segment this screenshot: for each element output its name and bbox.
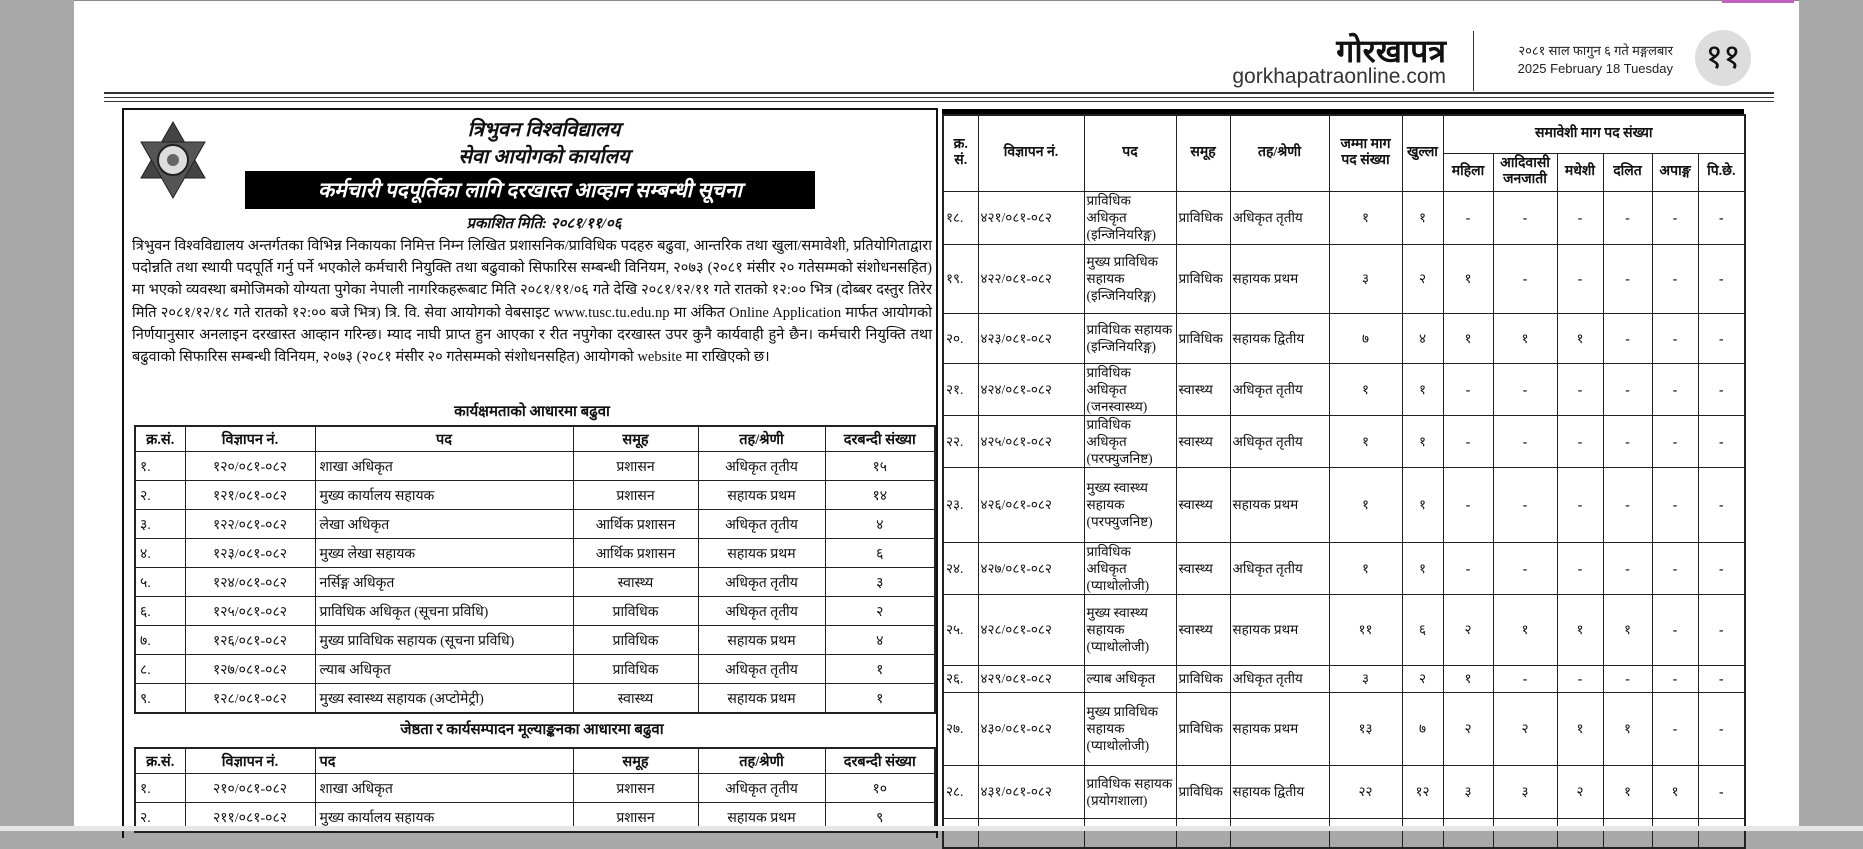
table-row (943, 542, 1745, 594)
viewer-bottom-edge (0, 826, 1863, 831)
table-row (943, 415, 1745, 467)
notice-body: त्रिभुवन विश्वविद्यालय अन्तर्गतका विभिन्न निकायका निमित्त निम्न लिखित प्रशासनिक/प्राविधिक पदहरु बढुवा, आन्तरिक तथा खुला/समावेशी, प्रतियोगिताद्वारा पदोन्नति तथा स्थायी पदपूर्ति गर्नु पर्ने भएकोले कर्मचारी नियुक्ति तथा बढुवाको सिफारिस सम्बन्धी विनियम, २०७३ (२०८१ मंसीर २० गतेसम्मको संशोधनसहित) मा भएको व्यवस्था बमोजिमको योग्यता पुगेका नेपाली नागरिकहरूबाट मिति २०८१/११/०६ गते देखि २०८१/१२/११ गते रातको १२:०० भित्र (दोब्बर दस्तुर तिरेर मिति २०८१/१२/१८ गते रातको १२:०० बजे भित्र) त्रि. वि. सेवा आयोगको वेबसाइट www.tusc.tu.edu.np मा अंकित Online Application मार्फत आयोगको निर्णयानुसार अनलाइन दरखास्त आव्हान गरिन्छ। म्याद नाघी प्राप्त हुन आएका र रीत नपुगेका दरखास्त उपर कुनै कार्यवाही हुने छैन। कर्मचारी नियुक्ति तथा बढुवाको सिफारिस सम्बन्धी विनियम, २०७३ (२०८१ मंसीर २० गतेसम्मको संशोधनसहित) आयोगको website मा राखिएको छ। (132, 238, 932, 366)
table-row (135, 684, 935, 714)
cell-adv-no: १२०/०८१-०८२ (185, 452, 315, 481)
cell-janajati: - (1493, 467, 1557, 542)
cell-janajati: २ (1493, 692, 1557, 765)
cell-dalit: - (1603, 363, 1652, 415)
cell-group: प्राविधिक (573, 626, 698, 655)
table-row (135, 481, 935, 510)
cell-level: अधिकृत तृतीय (1230, 415, 1329, 467)
newspaper-brand: गोरखापत्र (1336, 33, 1446, 69)
cell-count: ९ (825, 803, 935, 833)
header-sn: क्र.सं. (135, 748, 185, 774)
cell-level: अधिकृत तृतीय (698, 655, 825, 684)
cell-level: सहायक द्वितीय (1230, 313, 1329, 363)
cell-sn: १. (135, 774, 185, 803)
cell-apanga: - (1652, 692, 1698, 765)
cell-count: १ (825, 684, 935, 714)
cell-group (1176, 818, 1230, 848)
cell-adv-no (978, 818, 1084, 848)
cell-sn: १८. (943, 191, 978, 244)
cell-level: अधिकृत तृतीय (1230, 542, 1329, 594)
table-row (943, 313, 1745, 363)
cell-women (1443, 818, 1493, 848)
cell-level: सहायक प्रथम (698, 539, 825, 568)
cell-janajati: - (1493, 191, 1557, 244)
cell-level: अधिकृत तृतीय (698, 774, 825, 803)
cell-adv-no: १२७/०८१-०८२ (185, 655, 315, 684)
cell-madhesi: - (1557, 191, 1603, 244)
cell-group: आर्थिक प्रशासन (573, 539, 698, 568)
selection-marker (1722, 0, 1794, 3)
cell-apanga: - (1652, 594, 1698, 665)
header-divider (1473, 31, 1474, 91)
cell-count: २ (825, 597, 935, 626)
header-rule (104, 101, 1774, 102)
university-logo-icon (137, 120, 209, 200)
cell-janajati: - (1493, 244, 1557, 313)
cell-women: - (1443, 191, 1493, 244)
cell-apanga: - (1652, 363, 1698, 415)
cell-group: स्वास्थ्य (573, 568, 698, 597)
cell-level: अधिकृत तृतीय (698, 510, 825, 539)
header-apanga: अपाङ्ग (1652, 153, 1698, 191)
cell-pichhe: - (1698, 542, 1745, 594)
cell-count: १० (825, 774, 935, 803)
cell-post: प्राविधिक सहायक (प्रयोगशाला) (1084, 765, 1176, 818)
cell-level: सहायक प्रथम (698, 684, 825, 714)
header-janajati: आदिवासी जनजाती (1493, 153, 1557, 191)
cell-total: १ (1329, 363, 1402, 415)
cell-sn: २२. (943, 415, 978, 467)
cell-post: ल्याब अधिकृत (315, 655, 573, 684)
cell-sn: ६. (135, 597, 185, 626)
table1-title: कार्यक्षमताको आधारमा बढुवा (454, 404, 610, 420)
header-total: जम्मा माग पद संख्या (1329, 115, 1402, 191)
header-women: महिला (1443, 153, 1493, 191)
cell-post: प्राविधिक अधिकृत (परफ्युजनिष्ट) (1084, 415, 1176, 467)
header-level: तह/श्रेणी (698, 748, 825, 774)
header-inclusive: समावेशी माग पद संख्या (1443, 115, 1745, 153)
cell-sn: २१. (943, 363, 978, 415)
cell-pichhe: - (1698, 244, 1745, 313)
cell-level: सहायक प्रथम (698, 803, 825, 833)
newspaper-url: gorkhapatraonline.com (1232, 65, 1446, 88)
cell-group: प्राविधिक (1176, 313, 1230, 363)
cell-adv-no: १२३/०८१-०८२ (185, 539, 315, 568)
cell-count: ४ (825, 626, 935, 655)
cell-total: ७ (1329, 313, 1402, 363)
cell-pichhe: - (1698, 415, 1745, 467)
header-post: पद (1084, 115, 1176, 191)
table-header-row (135, 748, 935, 774)
table-row (135, 568, 935, 597)
cell-sn: २७. (943, 692, 978, 765)
cell-group: प्राविधिक (573, 597, 698, 626)
cell-pichhe: - (1698, 191, 1745, 244)
cell-dalit (1603, 818, 1652, 848)
header-adv-no: विज्ञापन नं. (185, 748, 315, 774)
cell-madhesi: - (1557, 665, 1603, 692)
cell-dalit: - (1603, 665, 1652, 692)
header-dalit: दलित (1603, 153, 1652, 191)
cell-women: - (1443, 542, 1493, 594)
cell-janajati: - (1493, 665, 1557, 692)
university-name: त्रिभुवन विश्वविद्यालय (467, 119, 621, 141)
cell-women: १ (1443, 665, 1493, 692)
cell-sn (943, 818, 978, 848)
cell-sn: ८. (135, 655, 185, 684)
cell-post: नर्सिङ्ग अधिकृत (315, 568, 573, 597)
cell-women: - (1443, 415, 1493, 467)
cell-apanga: - (1652, 542, 1698, 594)
cell-madhesi: १ (1557, 692, 1603, 765)
cell-level: सहायक प्रथम (1230, 594, 1329, 665)
cell-dalit: - (1603, 244, 1652, 313)
cell-total: १ (1329, 542, 1402, 594)
cell-adv-no: १२४/०८१-०८२ (185, 568, 315, 597)
cell-janajati: - (1493, 363, 1557, 415)
cell-level (1230, 818, 1329, 848)
date-english: 2025 February 18 Tuesday (1517, 61, 1673, 76)
cell-total: २२ (1329, 765, 1402, 818)
cell-women: २ (1443, 692, 1493, 765)
cell-dalit: - (1603, 191, 1652, 244)
cell-open: १ (1402, 467, 1443, 542)
cell-level: सहायक द्वितीय (1230, 765, 1329, 818)
cell-adv-no: ४२७/०८१-०८२ (978, 542, 1084, 594)
cell-apanga: - (1652, 191, 1698, 244)
cell-post: मुख्य कार्यालय सहायक (315, 481, 573, 510)
cell-group: प्राविधिक (1176, 191, 1230, 244)
cell-total: १ (1329, 467, 1402, 542)
cell-women: - (1443, 363, 1493, 415)
cell-open: १ (1402, 191, 1443, 244)
header-group: समूह (1176, 115, 1230, 191)
cell-janajati: - (1493, 415, 1557, 467)
header-rule (104, 97, 1774, 98)
cell-sn: २४. (943, 542, 978, 594)
cell-group: प्रशासन (573, 452, 698, 481)
cell-dalit: १ (1603, 594, 1652, 665)
cell-level: सहायक प्रथम (1230, 467, 1329, 542)
cell-post: प्राविधिक अधिकृत (जनस्वास्थ्य) (1084, 363, 1176, 415)
cell-count: ६ (825, 539, 935, 568)
cell-adv-no: ४२३/०८१-०८२ (978, 313, 1084, 363)
cell-post: मुख्य प्राविधिक सहायक (इन्जिनियरिङ्ग) (1084, 244, 1176, 313)
cell-dalit: - (1603, 467, 1652, 542)
cell-level: अधिकृत तृतीय (1230, 363, 1329, 415)
promotion-efficiency-table (134, 425, 936, 714)
table-row (135, 452, 935, 481)
cell-adv-no: ४३१/०८१-०८२ (978, 765, 1084, 818)
header-adv-no: विज्ञापन नं. (185, 426, 315, 452)
published-date: प्रकाशित मिति: २०८१/११/०६ (466, 216, 622, 232)
table-row (135, 510, 935, 539)
header-rule (104, 92, 1774, 94)
cell-total: १३ (1329, 692, 1402, 765)
cell-pichhe: - (1698, 313, 1745, 363)
cell-adv-no: १२८/०८१-०८२ (185, 684, 315, 714)
header-pichhe: पि.छे. (1698, 153, 1745, 191)
cell-total: १ (1329, 415, 1402, 467)
cell-open: ४ (1402, 313, 1443, 363)
cell-apanga: - (1652, 665, 1698, 692)
date-nepali: २०८१ साल फागुन ६ गते मङ्गलबार (1518, 43, 1673, 58)
cell-sn: २८. (943, 765, 978, 818)
cell-level: अधिकृत तृतीय (1230, 191, 1329, 244)
header-sn: क्र.सं. (135, 426, 185, 452)
cell-sn: ५. (135, 568, 185, 597)
cell-pichhe: - (1698, 665, 1745, 692)
cell-group: प्राविधिक (1176, 665, 1230, 692)
cell-post: मुख्य प्राविधिक सहायक (सूचना प्रविधि) (315, 626, 573, 655)
cell-total: ११ (1329, 594, 1402, 665)
cell-open (1402, 818, 1443, 848)
table-row (135, 774, 935, 803)
cell-post: मुख्य प्राविधिक सहायक (प्याथोलोजी) (1084, 692, 1176, 765)
cell-level: अधिकृत तृतीय (1230, 665, 1329, 692)
cell-post: प्राविधिक सहायक (इन्जिनियरिङ्ग) (1084, 313, 1176, 363)
header-post: पद (315, 426, 573, 452)
cell-group: प्रशासन (573, 774, 698, 803)
cell-total: १ (1329, 191, 1402, 244)
cell-group: प्राविधिक (1176, 692, 1230, 765)
cell-adv-no: ४२९/०८१-०८२ (978, 665, 1084, 692)
cell-adv-no: ४२५/०८१-०८२ (978, 415, 1084, 467)
cell-adv-no: १२५/०८१-०८२ (185, 597, 315, 626)
cell-sn: २५. (943, 594, 978, 665)
cell-women: - (1443, 467, 1493, 542)
cell-sn: २०. (943, 313, 978, 363)
table-row (943, 692, 1745, 765)
cell-open: ६ (1402, 594, 1443, 665)
cell-total (1329, 818, 1402, 848)
header-count: दरबन्दी संख्या (825, 426, 935, 452)
cell-group: प्रशासन (573, 481, 698, 510)
cell-sn: २६. (943, 665, 978, 692)
cell-janajati: - (1493, 542, 1557, 594)
cell-post: मुख्य स्वास्थ्य सहायक (परफ्युजनिष्ट) (1084, 467, 1176, 542)
cell-total: ३ (1329, 244, 1402, 313)
table-row (135, 597, 935, 626)
cell-count: १४ (825, 481, 935, 510)
table-header-row (135, 426, 935, 452)
page-number-badge: ११ (1695, 30, 1751, 86)
cell-group: स्वास्थ्य (1176, 542, 1230, 594)
cell-adv-no: २१०/०८१-०८२ (185, 774, 315, 803)
cell-women: २ (1443, 594, 1493, 665)
cell-madhesi: - (1557, 467, 1603, 542)
cell-open: २ (1402, 244, 1443, 313)
cell-sn: २. (135, 803, 185, 833)
cell-apanga: - (1652, 244, 1698, 313)
cell-post: मुख्य स्वास्थ्य सहायक (अप्टोमेट्री) (315, 684, 573, 714)
cell-count: ३ (825, 568, 935, 597)
cell-sn: ७. (135, 626, 185, 655)
cell-post: मुख्य कार्यालय सहायक (315, 803, 573, 833)
cell-dalit: - (1603, 542, 1652, 594)
cell-adv-no: २११/०८१-०८२ (185, 803, 315, 833)
cell-apanga: - (1652, 415, 1698, 467)
cell-madhesi: - (1557, 542, 1603, 594)
cell-open: २ (1402, 665, 1443, 692)
cell-madhesi (1557, 818, 1603, 848)
cell-janajati: ३ (1493, 765, 1557, 818)
cell-sn: ९. (135, 684, 185, 714)
cell-janajati: १ (1493, 594, 1557, 665)
cell-level: सहायक प्रथम (698, 626, 825, 655)
vacancy-table (942, 114, 1746, 849)
office-name: सेवा आयोगको कार्यालय (458, 146, 630, 168)
cell-adv-no: ४३०/०८१-०८२ (978, 692, 1084, 765)
header-adv: विज्ञापन नं. (978, 115, 1084, 191)
cell-adv-no: १२२/०८१-०८२ (185, 510, 315, 539)
cell-dalit: - (1603, 415, 1652, 467)
cell-post: लेखा अधिकृत (315, 510, 573, 539)
cell-total: ३ (1329, 665, 1402, 692)
header-group: समूह (573, 748, 698, 774)
cell-pichhe: - (1698, 467, 1745, 542)
cell-level: अधिकृत तृतीय (698, 452, 825, 481)
cell-adv-no: ४२८/०८१-०८२ (978, 594, 1084, 665)
cell-adv-no: ४२४/०८१-०८२ (978, 363, 1084, 415)
cell-group: स्वास्थ्य (1176, 363, 1230, 415)
table-row (943, 467, 1745, 542)
header-madhesi: मधेशी (1557, 153, 1603, 191)
table-row (943, 765, 1745, 818)
cell-sn: १. (135, 452, 185, 481)
cell-open: १ (1402, 415, 1443, 467)
cell-group: प्राविधिक (1176, 244, 1230, 313)
cell-open: १ (1402, 363, 1443, 415)
cell-janajati: १ (1493, 313, 1557, 363)
cell-pichhe: - (1698, 363, 1745, 415)
cell-post: शाखा अधिकृत (315, 774, 573, 803)
table-row (943, 594, 1745, 665)
header-open: खुल्ला (1402, 115, 1443, 191)
cell-open: १ (1402, 542, 1443, 594)
table-row (943, 363, 1745, 415)
cell-madhesi: - (1557, 363, 1603, 415)
cell-group: प्राविधिक (1176, 765, 1230, 818)
cell-group: स्वास्थ्य (1176, 594, 1230, 665)
cell-group: प्रशासन (573, 803, 698, 833)
cell-janajati (1493, 818, 1557, 848)
notice-title: कर्मचारी पदपूर्तिका लागि दरखास्त आव्हान सम्बन्धी सूचना (245, 171, 815, 209)
cell-group: प्राविधिक (573, 655, 698, 684)
cell-sn: १९. (943, 244, 978, 313)
cell-women: ३ (1443, 765, 1493, 818)
header-level: तह/श्रेणी (698, 426, 825, 452)
cell-women: १ (1443, 313, 1493, 363)
cell-adv-no: ४२१/०८१-०८२ (978, 191, 1084, 244)
cell-level: अधिकृत तृतीय (698, 568, 825, 597)
cell-group: आर्थिक प्रशासन (573, 510, 698, 539)
table-row (943, 244, 1745, 313)
header-group: समूह (573, 426, 698, 452)
cell-post: ल्याब अधिकृत (1084, 665, 1176, 692)
cell-level: अधिकृत तृतीय (698, 597, 825, 626)
cell-madhesi: - (1557, 415, 1603, 467)
cell-madhesi: २ (1557, 765, 1603, 818)
cell-level: सहायक प्रथम (1230, 692, 1329, 765)
header-post: पद (315, 748, 573, 774)
cell-apanga: १ (1652, 765, 1698, 818)
cell-post: प्राविधिक अधिकृत (इन्जिनियरिङ्ग) (1084, 191, 1176, 244)
table-row (943, 191, 1745, 244)
cell-sn: २. (135, 481, 185, 510)
cell-women: १ (1443, 244, 1493, 313)
cell-dalit: १ (1603, 692, 1652, 765)
table-row-partial (943, 818, 1745, 848)
cell-pichhe: - (1698, 594, 1745, 665)
cell-level: सहायक प्रथम (1230, 244, 1329, 313)
table-row (135, 655, 935, 684)
cell-adv-no: ४२६/०८१-०८२ (978, 467, 1084, 542)
cell-sn: ३. (135, 510, 185, 539)
cell-group: स्वास्थ्य (573, 684, 698, 714)
table-row (135, 626, 935, 655)
header-level: तह/श्रेणी (1230, 115, 1329, 191)
cell-sn: २३. (943, 467, 978, 542)
table-row (943, 665, 1745, 692)
table-row (135, 539, 935, 568)
cell-post: मुख्य लेखा सहायक (315, 539, 573, 568)
cell-madhesi: १ (1557, 594, 1603, 665)
cell-adv-no: १२१/०८१-०८२ (185, 481, 315, 510)
cell-post: मुख्य स्वास्थ्य सहायक (प्याथोलोजी) (1084, 594, 1176, 665)
cell-apanga (1652, 818, 1698, 848)
cell-dalit: - (1603, 313, 1652, 363)
cell-count: ४ (825, 510, 935, 539)
header-sn: क्र. सं. (943, 115, 978, 191)
cell-group: स्वास्थ्य (1176, 467, 1230, 542)
cell-post: शाखा अधिकृत (315, 452, 573, 481)
cell-post: प्राविधिक अधिकृत (प्याथोलोजी) (1084, 542, 1176, 594)
cell-group: स्वास्थ्य (1176, 415, 1230, 467)
cell-level: सहायक प्रथम (698, 481, 825, 510)
newspaper-page (74, 0, 1799, 827)
cell-sn: ४. (135, 539, 185, 568)
cell-count: १५ (825, 452, 935, 481)
cell-apanga: - (1652, 467, 1698, 542)
cell-post: प्राविधिक अधिकृत (सूचना प्रविधि) (315, 597, 573, 626)
cell-dalit: १ (1603, 765, 1652, 818)
cell-madhesi: - (1557, 244, 1603, 313)
cell-madhesi: १ (1557, 313, 1603, 363)
cell-post (1084, 818, 1176, 848)
promotion-seniority-table (134, 747, 936, 833)
cell-pichhe: - (1698, 765, 1745, 818)
cell-pichhe: - (1698, 692, 1745, 765)
header-count: दरबन्दी संख्या (825, 748, 935, 774)
cell-adv-no: ४२२/०८१-०८२ (978, 244, 1084, 313)
cell-open: ७ (1402, 692, 1443, 765)
cell-apanga: - (1652, 313, 1698, 363)
cell-count: १ (825, 655, 935, 684)
table2-title: जेष्ठता र कार्यसम्पादन मूल्याङ्कनका आधारमा बढुवा (400, 722, 664, 738)
cell-adv-no: १२६/०८१-०८२ (185, 626, 315, 655)
cell-open: १२ (1402, 765, 1443, 818)
cell-pichhe (1698, 818, 1745, 848)
